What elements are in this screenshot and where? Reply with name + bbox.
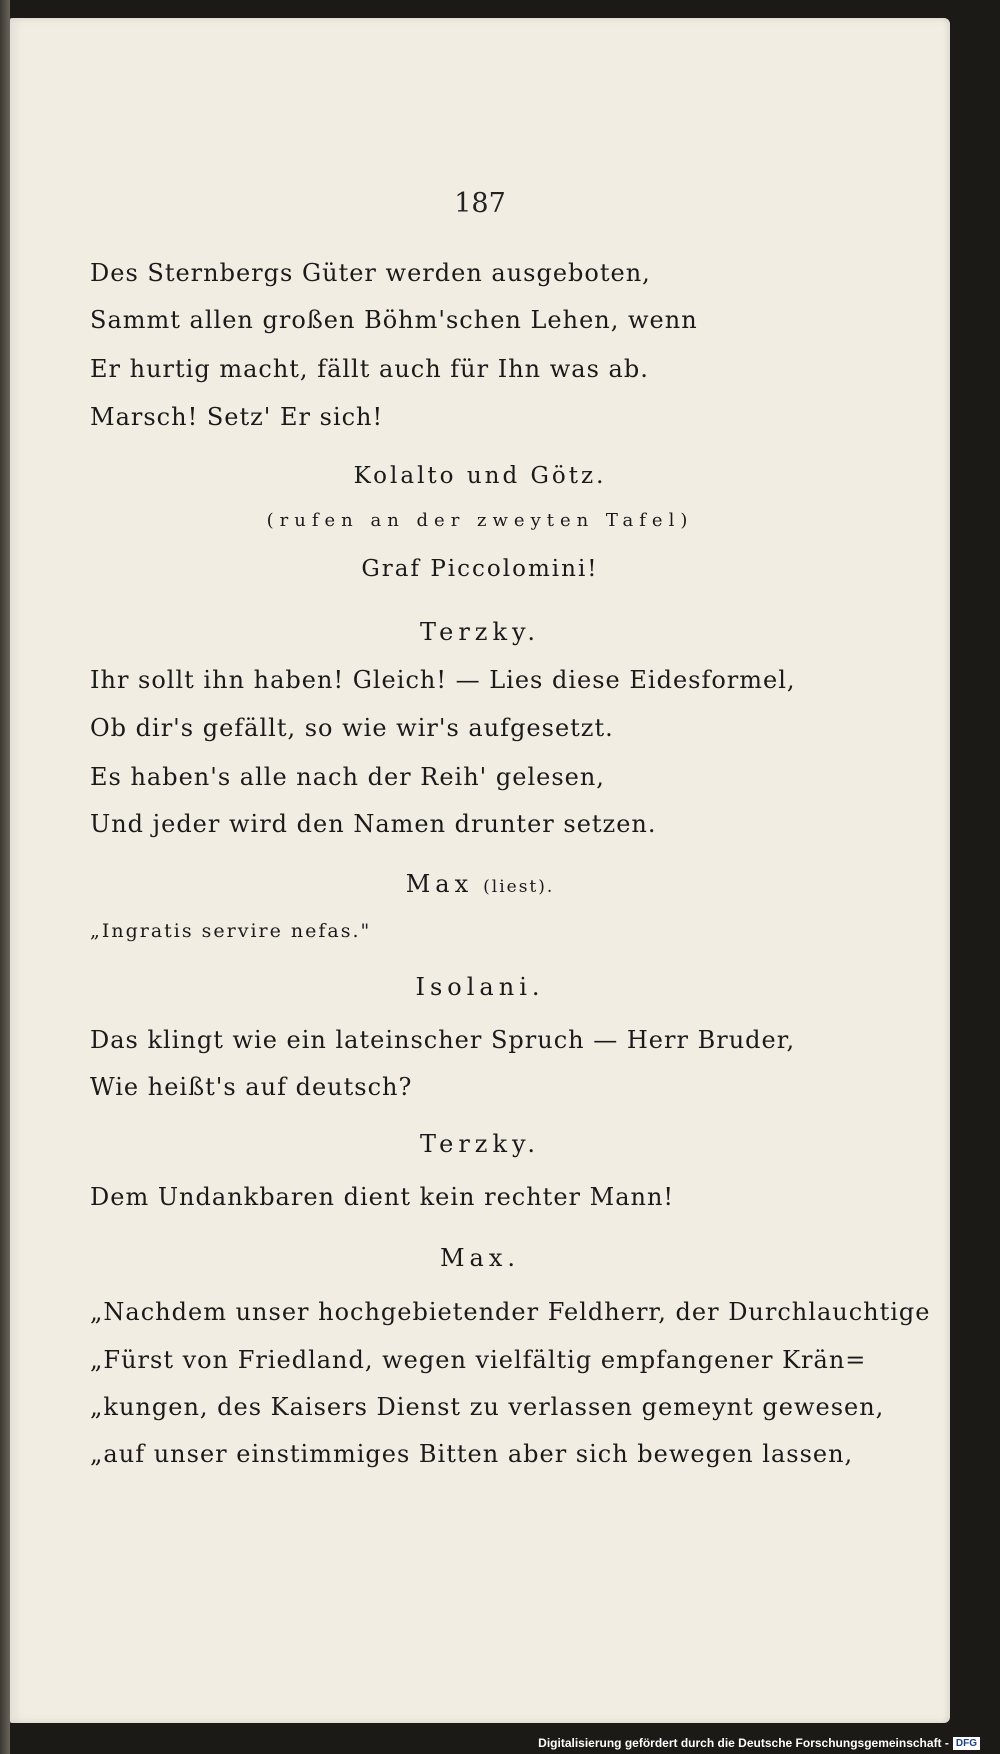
max-line-4: „auf unser einstimmiges Bitten aber sich bewegen lassen, (90, 1440, 854, 1468)
line-graf-piccolomini: Graf Piccolomini! (361, 556, 599, 582)
verse-line-2: Sammt allen großen Böhm'schen Lehen, wenn (90, 306, 698, 334)
speaker-max-1: Max (405, 870, 474, 898)
verse-line-3: Er hurtig macht, fällt auch für Ihn was ab. (90, 355, 649, 383)
speaker-terzky-1: Terzky. (419, 618, 540, 646)
page-number: 187 (454, 188, 506, 219)
stage-direction-kolalto: (rufen an der zweyten Tafel) (266, 510, 694, 531)
verse-line-1: Des Sternbergs Güter werden ausgeboten, (90, 259, 651, 287)
speaker-isolani: Isolani. (415, 973, 545, 1001)
speaker-max-with-direction (10, 870, 950, 898)
digitization-credit-text: Digitalisierung gefördert durch die Deutsche Forschungsgemeinschaft - (538, 1736, 949, 1750)
speaker-max-2: Max. (439, 1244, 521, 1272)
speaker-terzky-2: Terzky. (419, 1130, 540, 1158)
terzky-line-5: Dem Undankbaren dient kein rechter Mann! (90, 1183, 675, 1211)
isolani-line-1: Das klingt wie ein lateinscher Spruch — Herr Bruder, (90, 1026, 796, 1054)
book-page (10, 18, 950, 1723)
max-line-1: „Nachdem unser hochgebietender Feldherr, der Durchlauchtige (90, 1298, 931, 1326)
latin-motto: „Ingratis servire nefas." (90, 920, 372, 942)
terzky-line-2: Ob dir's gefällt, so wie wir's aufgesetzt. (90, 714, 614, 742)
terzky-line-4: Und jeder wird den Namen drunter setzen. (90, 810, 657, 838)
stage-direction-max: (liest). (483, 877, 555, 897)
digitization-credit (538, 1736, 980, 1750)
max-line-3: „kungen, des Kaisers Dienst zu verlassen gemeynt gewesen, (90, 1393, 885, 1421)
max-line-2: „Fürst von Friedland, wegen vielfältig empfangener Krän= (90, 1346, 867, 1374)
verse-line-4: Marsch! Setz' Er sich! (90, 403, 384, 431)
book-left-edge (0, 0, 10, 1754)
dfg-logo: DFG (953, 1737, 980, 1750)
speaker-kolalto-goetz: Kolalto und Götz. (353, 463, 607, 489)
terzky-line-3: Es haben's alle nach der Reih' gelesen, (90, 763, 605, 791)
terzky-line-1: Ihr sollt ihn haben! Gleich! — Lies diese Eidesformel, (90, 666, 796, 694)
isolani-line-2: Wie heißt's auf deutsch? (90, 1073, 413, 1101)
